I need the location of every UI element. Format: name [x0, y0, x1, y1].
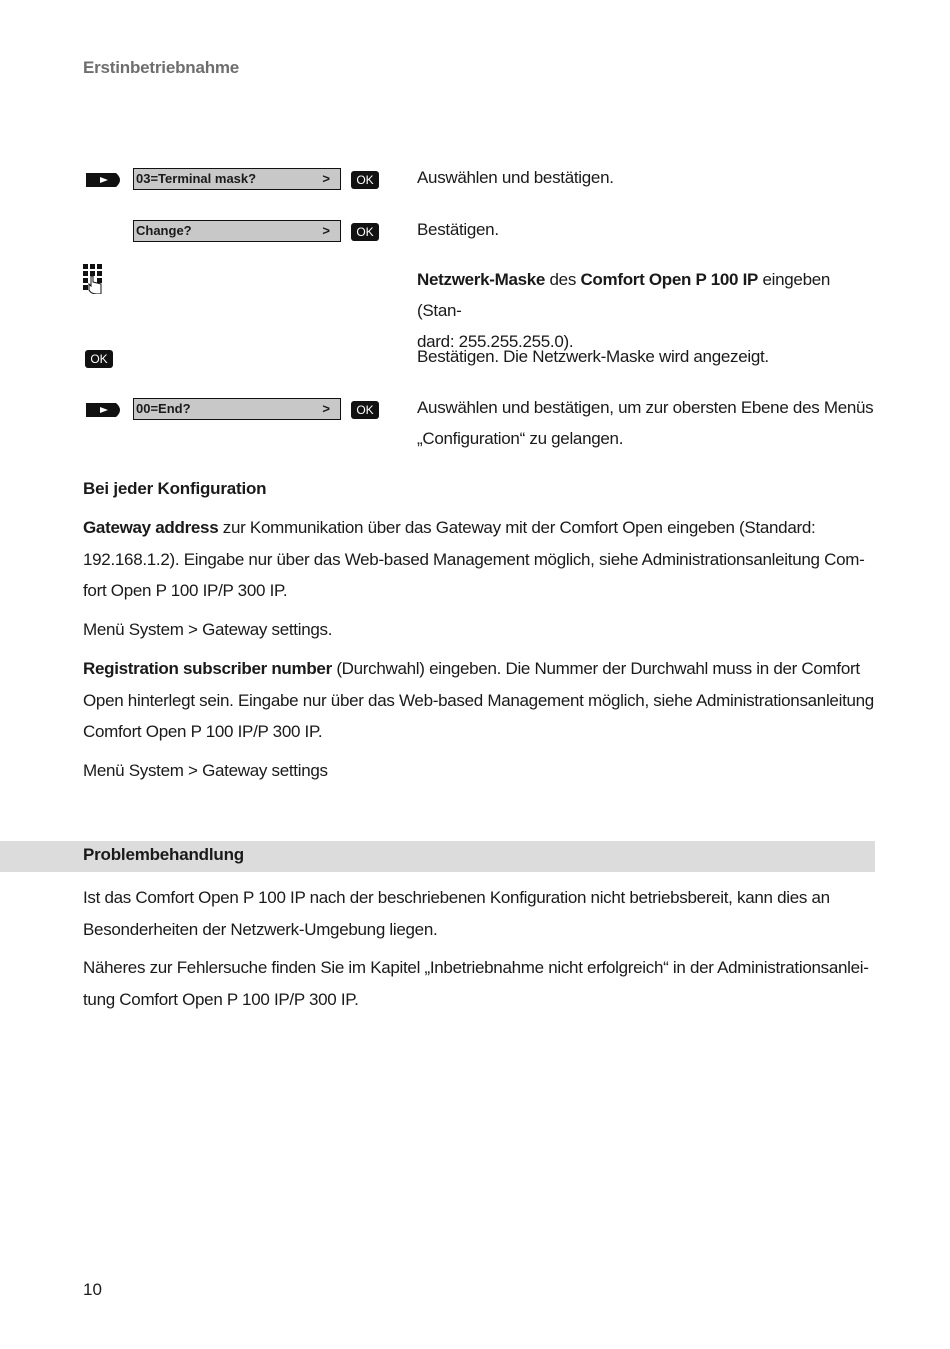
text-fragment: dard: 255.255.255.0). [417, 332, 574, 351]
trouble-paragraph-2 [83, 952, 875, 1015]
term-network-mask: Netzwerk-Maske [417, 270, 546, 289]
display-text: Change? [136, 223, 192, 238]
keypad-icon [83, 264, 105, 294]
text-line: tung Comfort Open P 100 IP/P 300 IP. [83, 989, 359, 1009]
step-text [417, 392, 877, 454]
menu-path-2: Menü System > Gateway settings [83, 761, 328, 780]
text-line: fort Open P 100 IP/P 300 IP. [83, 581, 288, 600]
section-heading-bar [0, 841, 875, 872]
registration-paragraph [83, 653, 875, 748]
display-change [133, 220, 341, 242]
text-fragment: zur Kommunikation über das Gateway mit der Comfort Open eingeben (Standard: [218, 518, 816, 537]
text-line: Open hinterlegt sein. Eingabe nur über das Web-based Management möglich, siehe Administrationsanleitung [83, 690, 874, 710]
step-text: Auswählen und bestätigen. [417, 168, 614, 187]
text-line: Näheres zur Fehlersuche finden Sie im Kapitel „Inbetriebnahme nicht erfolgreich“ in der Administrationsanlei- [83, 958, 869, 977]
term-registration-number: Registration subscriber number [83, 659, 332, 678]
text-fragment: des [545, 270, 581, 289]
step-text: Bestätigen. Die Netzwerk-Maske wird angezeigt. [417, 347, 769, 366]
text-line: Comfort Open P 100 IP/P 300 IP. [83, 722, 323, 741]
section-heading: Problembehandlung [83, 845, 244, 864]
step-text: Bestätigen. [417, 220, 499, 239]
gateway-paragraph [83, 512, 875, 607]
text-fragment: eingeben (Stan- [417, 270, 831, 320]
page-number: 10 [83, 1280, 102, 1299]
display-arrow: > [322, 401, 330, 416]
text-fragment: Auswählen und bestätigen, um zur obersten Ebene des Menüs [417, 398, 874, 417]
display-text: 03=Terminal mask? [136, 171, 257, 186]
term-gateway-address: Gateway address [83, 518, 219, 537]
navigation-key-icon [86, 403, 124, 417]
text-fragment: „Configuration“ zu gelangen. [417, 429, 624, 448]
display-text: 00=End? [136, 401, 191, 416]
ok-key-icon: OK [85, 350, 113, 368]
trouble-paragraph-1 [83, 882, 875, 945]
display-end [133, 398, 341, 420]
ok-key-icon: OK [351, 171, 379, 189]
page-header: Erstinbetriebnahme [83, 58, 240, 77]
display-terminal-mask [133, 168, 341, 190]
text-line: 192.168.1.2). Eingabe nur über das Web-based Management möglich, siehe Administrationsanleitung Com- [83, 549, 865, 569]
navigation-key-icon [86, 173, 124, 187]
display-arrow: > [322, 171, 330, 186]
term-device-name: Comfort Open P 100 IP [580, 270, 759, 289]
display-arrow: > [322, 223, 330, 238]
text-line: Ist das Comfort Open P 100 IP nach der beschriebenen Konfiguration nicht betriebsbereit, kann dies an [83, 888, 830, 907]
menu-path-1: Menü System > Gateway settings. [83, 620, 333, 639]
ok-key-icon: OK [351, 223, 379, 241]
ok-key-icon: OK [351, 401, 379, 419]
text-fragment: (Durchwahl) eingeben. Die Nummer der Durchwahl muss in der Comfort [331, 659, 860, 678]
text-line: Besonderheiten der Netzwerk-Umgebung liegen. [83, 919, 438, 939]
config-heading: Bei jeder Konfiguration [83, 479, 267, 498]
